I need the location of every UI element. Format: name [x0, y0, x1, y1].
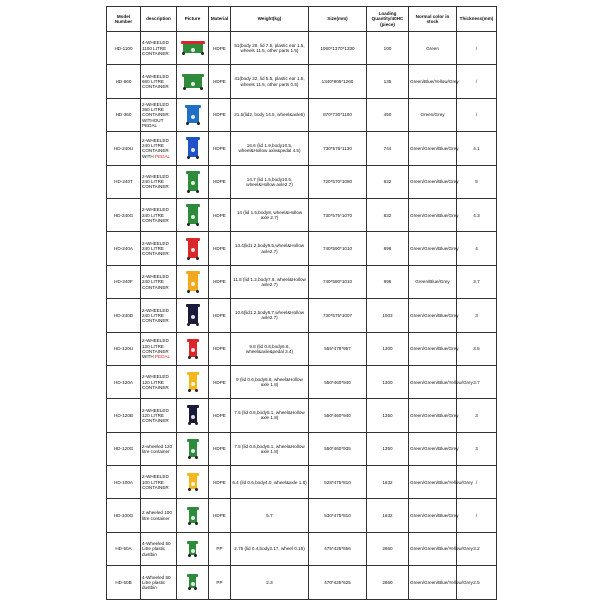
wheel-icon — [188, 456, 191, 459]
bin-body — [189, 442, 197, 457]
thickness-cell: 2.5 — [457, 566, 497, 599]
picture-cell — [177, 98, 209, 131]
wheel-icon — [188, 488, 191, 491]
product-spec-sheet — [106, 6, 496, 600]
material-cell: HDPE — [209, 165, 231, 198]
loading-quantity-cell: 832 — [367, 198, 409, 231]
description-text: 2-WHEELED 240 LITRE CONTAINER — [142, 240, 169, 257]
description-cell — [141, 132, 177, 165]
loading-quantity-cell: 2860 — [367, 566, 409, 599]
wheel-icon — [201, 52, 204, 55]
recycle-logo-icon — [191, 348, 195, 352]
material-cell: HDPE — [209, 132, 231, 165]
wheel-icon — [187, 223, 190, 226]
weight-cell: 21.5(lid2, body 14.5, wheel&axle5) — [231, 98, 309, 131]
description-text: 4-WHEELED 660 LITRE CONTAINER — [142, 73, 169, 90]
recycle-logo-icon — [191, 315, 195, 319]
size-cell: 870*730*1100 — [309, 98, 367, 131]
table-body — [107, 32, 497, 600]
recycle-logo-icon — [191, 449, 195, 453]
wheel-icon — [196, 323, 199, 326]
picture-cell — [177, 332, 209, 365]
table-row — [107, 566, 497, 599]
wheel-icon — [187, 323, 190, 326]
table-row — [107, 532, 497, 565]
model-cell: HD-240F — [107, 265, 141, 298]
table-row — [107, 65, 497, 98]
wheel-icon — [187, 257, 190, 260]
description-text: 2-WHEELED 120 LITRE CONTAINER — [142, 407, 169, 424]
recycle-logo-icon — [191, 48, 195, 52]
size-cell: 740*580*1010 — [309, 265, 367, 298]
loading-quantity-cell: 1632 — [367, 466, 409, 499]
material-cell: HDPE — [209, 232, 231, 265]
description-cell — [141, 65, 177, 98]
model-cell: HD-120A — [107, 365, 141, 398]
size-cell: 470*425*625 — [309, 566, 367, 599]
size-cell: 740*590*1010 — [309, 232, 367, 265]
size-cell: 550*460*940 — [309, 399, 367, 432]
header-row — [107, 7, 497, 32]
picture-cell — [177, 265, 209, 298]
material-cell: HDPE — [209, 466, 231, 499]
wheel-icon — [196, 290, 199, 293]
wheel-icon — [188, 389, 191, 392]
thickness-cell: 4.3 — [457, 198, 497, 231]
model-cell: HD-120U — [107, 332, 141, 365]
description-cell — [141, 566, 177, 599]
description-text: 2-WHEELED 240 LITRE CONTAINER WITH — [142, 137, 169, 159]
description-cell — [141, 232, 177, 265]
description-cell — [141, 432, 177, 465]
loading-quantity-cell: 744 — [367, 132, 409, 165]
weight-cell: 13.4(lid1.2,body9.5,wheel&Hollow axle2.7) — [231, 232, 309, 265]
color-cell: Green/Green/Blue/Grey — [409, 165, 457, 198]
thickness-cell: 3 — [457, 399, 497, 432]
recycle-logo-icon — [191, 82, 195, 86]
recycle-logo-icon — [191, 549, 195, 553]
table-row — [107, 32, 497, 65]
bin-body — [188, 241, 198, 258]
description-text: 2-WHEELED 120 LITRE CONTAINER — [142, 374, 169, 390]
picture-cell — [177, 466, 209, 499]
wheel-icon — [195, 356, 198, 359]
material-cell: HDPE — [209, 198, 231, 231]
size-cell: 1340*805*1260 — [309, 65, 367, 98]
model-cell: HD-100G — [107, 499, 141, 532]
table-row — [107, 165, 497, 198]
model-cell: HD-360 — [107, 98, 141, 131]
size-cell: 530*475*810 — [309, 499, 367, 532]
thickness-cell: / — [457, 65, 497, 98]
color-cell: Green/Green/Blue/Grey — [409, 499, 457, 532]
wheel-icon — [187, 290, 190, 293]
header-thickness: Thickness(mm) — [457, 7, 497, 32]
wheel-icon — [194, 554, 197, 557]
wheel-icon — [195, 522, 198, 525]
color-cell: Green/Green/Blue/Grey — [409, 432, 457, 465]
weight-cell: 2.75 (lid 0.4,body2.17, wheel 0.18) — [231, 532, 309, 565]
description-text: 2-WHEELED 240 LITRE CONTAINER — [142, 307, 169, 323]
wheel-icon — [188, 587, 191, 590]
description-text: 2-WHEELED 240 LITRE CONTAINER — [142, 207, 169, 223]
recycle-logo-icon — [191, 282, 195, 286]
picture-cell — [177, 132, 209, 165]
bin-body — [188, 174, 198, 191]
bin-body — [188, 274, 198, 291]
loading-quantity-cell: 896 — [367, 265, 409, 298]
wheel-icon — [186, 122, 189, 125]
recycle-logo-icon — [191, 415, 195, 419]
loading-quantity-cell: 832 — [367, 165, 409, 198]
color-cell: Green/Grey — [409, 98, 457, 131]
thickness-cell: 3.2 — [457, 532, 497, 565]
picture-cell — [177, 399, 209, 432]
wheel-icon — [188, 554, 191, 557]
loading-quantity-cell: 1300 — [367, 365, 409, 398]
description-cell — [141, 265, 177, 298]
description-text: 2-wheeled 120 litre container — [142, 443, 173, 454]
header-loading-quantity: Loading Quantity/40HC (piece) — [367, 7, 409, 32]
recycle-logo-icon — [191, 248, 195, 252]
picture-cell — [177, 165, 209, 198]
color-cell: Green/Green/Blue/Yellow/Grey — [409, 532, 457, 565]
weight-cell: 9 (lid 0.6,body6.6, wheel&Hollow axle 1.8) — [231, 365, 309, 398]
material-cell: HDPE — [209, 32, 231, 65]
material-cell: HDPE — [209, 98, 231, 131]
loading-quantity-cell: 450 — [367, 98, 409, 131]
picture-cell — [177, 32, 209, 65]
description-text: 4-Wheeled 50 Litre plastic dustbin — [142, 541, 171, 557]
dustbin-image — [188, 372, 198, 392]
loading-quantity-cell: 896 — [367, 232, 409, 265]
bin-body — [188, 307, 198, 324]
dustbin-image — [187, 137, 199, 159]
description-cell — [141, 332, 177, 365]
description-text: 4-WHEELED 1100 LITRE CONTAINER — [142, 40, 169, 56]
wheel-icon — [195, 456, 198, 459]
wheel-icon — [183, 87, 186, 90]
material-cell: PP — [209, 532, 231, 565]
table-row — [107, 399, 497, 432]
loading-quantity-cell: 2860 — [367, 532, 409, 565]
bin-body — [187, 108, 199, 123]
dustbin-image — [183, 74, 203, 90]
weight-cell: 14.7 (lid 1.5,body10.5, wheel&Hollow axle2.7) — [231, 165, 309, 198]
dustbin-image — [188, 541, 197, 557]
recycle-logo-icon — [191, 516, 195, 520]
model-cell: HD-240G — [107, 198, 141, 231]
dustbin-image — [188, 574, 197, 590]
bin-body — [189, 375, 197, 390]
pedal-highlight: PEDAL — [155, 353, 171, 359]
size-cell: 528*475*810 — [309, 466, 367, 499]
bin-body — [183, 44, 203, 53]
wheel-icon — [195, 422, 198, 425]
thickness-cell: / — [457, 499, 497, 532]
description-cell — [141, 532, 177, 565]
color-cell: Green/Green/Blue/Yellow/Grey — [409, 466, 457, 499]
description-cell — [141, 365, 177, 398]
size-cell: 720*570*1080 — [309, 165, 367, 198]
weight-cell: 10.6(lid1.2,body6.7,wheel&Hollow axle2.7) — [231, 299, 309, 332]
size-cell: 1060*1370*1330 — [309, 32, 367, 65]
wheel-icon — [195, 488, 198, 491]
picture-cell — [177, 499, 209, 532]
thickness-cell: 3 — [457, 299, 497, 332]
dustbin-image — [187, 238, 199, 260]
wheel-icon — [195, 389, 198, 392]
color-cell: Green/Green/Blue/Grey — [409, 132, 457, 165]
dustbin-image — [187, 304, 199, 326]
material-cell: HDPE — [209, 499, 231, 532]
thickness-cell: 3 — [457, 432, 497, 465]
weight-cell: 14 (lid 1.5,body8, wheel&Hollow axle 2.7) — [231, 198, 309, 231]
picture-cell — [177, 532, 209, 565]
model-cell: HD-1100 — [107, 32, 141, 65]
description-text: 2 wheeled 100 litre container — [142, 510, 172, 521]
model-cell: HD-660 — [107, 65, 141, 98]
dustbin-image — [187, 171, 199, 193]
wheel-icon — [194, 587, 197, 590]
model-cell: HD-240D — [107, 299, 141, 332]
loading-quantity-cell: 1632 — [367, 499, 409, 532]
picture-cell — [177, 65, 209, 98]
description-cell — [141, 499, 177, 532]
recycle-logo-icon — [191, 181, 195, 185]
description-cell — [141, 399, 177, 432]
table-row — [107, 466, 497, 499]
wheel-icon — [188, 356, 191, 359]
weight-cell: 2.3 — [231, 566, 309, 599]
dustbin-image — [188, 439, 198, 459]
material-cell: HDPE — [209, 432, 231, 465]
model-cell: HD-50A — [107, 532, 141, 565]
header-size: Size(mm) — [309, 7, 367, 32]
bin-body — [189, 510, 197, 523]
model-cell: HD-120G — [107, 432, 141, 465]
weight-cell: 16.6 (lid 1.9,body10.5, wheel&Hollow axle&pedal 4.5) — [231, 132, 309, 165]
description-cell — [141, 98, 177, 131]
color-cell: Green/Green/Blue/Grey — [409, 332, 457, 365]
color-cell: Green/Green/Blue/Yellow/Grey — [409, 566, 457, 599]
description-cell — [141, 32, 177, 65]
bin-body — [189, 408, 197, 423]
thickness-cell: 4.1 — [457, 132, 497, 165]
dustbin-image — [188, 405, 198, 425]
loading-quantity-cell: 135 — [367, 65, 409, 98]
weight-cell: 51(body 29, lid 7.5, plastic ear 1.5, wheels 11.5, other parts 1.5) — [231, 32, 309, 65]
description-text: 2-WHEELED 360 LITRE CONTAINER WITHOUT PEDAL — [142, 101, 169, 128]
header-color: Normal color in stock — [409, 7, 457, 32]
wheel-icon — [187, 156, 190, 159]
dustbin-image — [188, 507, 198, 525]
description-text: 2-WHEELED 240 LITRE CONTAINER — [142, 173, 169, 190]
material-cell: HDPE — [209, 332, 231, 365]
loading-quantity-cell: 1003 — [367, 299, 409, 332]
thickness-cell: / — [457, 98, 497, 131]
wheel-icon — [196, 257, 199, 260]
table-row — [107, 265, 497, 298]
bin-body — [188, 140, 198, 157]
wheel-icon — [188, 522, 191, 525]
material-cell: HDPE — [209, 265, 231, 298]
model-cell: HD-50B — [107, 566, 141, 599]
picture-cell — [177, 432, 209, 465]
weight-cell: 6.4 (lid 0.6,body4.0, wheel&axle 1.8) — [231, 466, 309, 499]
dustbin-image — [188, 339, 198, 359]
wheel-icon — [196, 223, 199, 226]
table-row — [107, 499, 497, 532]
spec-table — [106, 6, 497, 600]
size-cell: 475*425*656 — [309, 532, 367, 565]
material-cell: HDPE — [209, 299, 231, 332]
wheel-icon — [187, 190, 190, 193]
recycle-logo-icon — [191, 148, 195, 152]
thickness-cell: 3.7 — [457, 265, 497, 298]
description-text: 2-WHEELED 240 LITRE CONTAINER — [142, 274, 169, 290]
wheel-icon — [196, 190, 199, 193]
table-row — [107, 365, 497, 398]
color-cell: Green/Green/Blue/Grey — [409, 232, 457, 265]
table-row — [107, 232, 497, 265]
description-cell — [141, 466, 177, 499]
header-description: description — [141, 7, 177, 32]
material-cell: HDPE — [209, 399, 231, 432]
color-cell: Green/Green/Blue/Grey — [409, 198, 457, 231]
weight-cell: 41(body 22, lid 5.5, plastic ear 1.5, wheels 11.5, other parts 0.5) — [231, 65, 309, 98]
dustbin-image — [188, 473, 198, 491]
description-cell — [141, 198, 177, 231]
loading-quantity-cell: 1350 — [367, 432, 409, 465]
color-cell: Green/Green/Blue/Yellow/Grey — [409, 365, 457, 398]
picture-cell — [177, 365, 209, 398]
picture-cell — [177, 566, 209, 599]
size-cell: 730*575*1130 — [309, 132, 367, 165]
thickness-cell: / — [457, 32, 497, 65]
thickness-cell: / — [457, 466, 497, 499]
picture-cell — [177, 232, 209, 265]
picture-cell — [177, 198, 209, 231]
description-cell — [141, 299, 177, 332]
size-cell: 730*575*1070 — [309, 198, 367, 231]
weight-cell: 5.7 — [231, 499, 309, 532]
model-cell: HD-100A — [107, 466, 141, 499]
size-cell: 550*460*940 — [309, 365, 367, 398]
recycle-logo-icon — [191, 482, 195, 486]
wheel-icon — [188, 422, 191, 425]
description-text: 2-WHEELED 120 LITRE CONTAINER WITH — [142, 338, 169, 359]
table-row — [107, 198, 497, 231]
material-cell: HDPE — [209, 65, 231, 98]
header-picture: Picture — [177, 7, 209, 32]
color-cell: Green/Blue/Yellow/Grey — [409, 65, 457, 98]
dustbin-image — [186, 105, 200, 125]
model-cell: HD-240T — [107, 165, 141, 198]
table-row — [107, 132, 497, 165]
picture-cell — [177, 299, 209, 332]
table-row — [107, 299, 497, 332]
wheel-icon — [200, 87, 203, 90]
material-cell: HDPE — [209, 365, 231, 398]
pedal-highlight: PEDAL — [155, 153, 171, 159]
table-row — [107, 332, 497, 365]
wheel-icon — [196, 156, 199, 159]
weight-cell: 11.5 (lid 1.2,body7.6, wheel&Hollow axle2.7) — [231, 265, 309, 298]
bin-body — [189, 342, 197, 357]
header-model: Model Number — [107, 7, 141, 32]
recycle-logo-icon — [191, 215, 195, 219]
size-cell: 555*478*957 — [309, 332, 367, 365]
recycle-logo-icon — [191, 382, 195, 386]
weight-cell: 9.8 (lid 0.8,body6.6, wheel&axle&pedal 3.4) — [231, 332, 309, 365]
color-cell: Green/Blue/Grey — [409, 265, 457, 298]
weight-cell: 7.5 (lid 0.6,body5.1, wheel&Hollow axle 1.8) — [231, 399, 309, 432]
recycle-logo-icon — [191, 582, 195, 586]
dustbin-image — [187, 204, 199, 226]
thickness-cell: 3.5 — [457, 332, 497, 365]
weight-cell: 7.5 (lid 0.6,body5.1, wheel&Hollow axle 1.8) — [231, 432, 309, 465]
loading-quantity-cell: 100 — [367, 32, 409, 65]
thickness-cell: 3.7 — [457, 365, 497, 398]
dustbin-image — [182, 41, 204, 55]
color-cell: Green — [409, 32, 457, 65]
bin-body — [184, 77, 202, 88]
material-cell: PP — [209, 566, 231, 599]
table-row — [107, 98, 497, 131]
header-weight: Weight(kg) — [231, 7, 309, 32]
thickness-cell: 4 — [457, 232, 497, 265]
description-text: 2-WHEELED 100 LITRE CONTAINER — [142, 474, 169, 490]
recycle-logo-icon — [191, 115, 195, 119]
loading-quantity-cell: 1300 — [367, 332, 409, 365]
model-cell: HD-240A — [107, 232, 141, 265]
header-material: Material — [209, 7, 231, 32]
model-cell: HD-240U — [107, 132, 141, 165]
size-cell: 550*460*935 — [309, 432, 367, 465]
bin-body — [188, 207, 198, 224]
size-cell: 730*575*1007 — [309, 299, 367, 332]
wheel-icon — [197, 122, 200, 125]
color-cell: Green/Green/Blue/Grey — [409, 399, 457, 432]
description-cell — [141, 165, 177, 198]
table-row — [107, 432, 497, 465]
model-cell: HD-120B — [107, 399, 141, 432]
description-text: 4-Wheeled 50 Litre plastic dustbin — [142, 574, 171, 591]
thickness-cell: 5 — [457, 165, 497, 198]
wheel-icon — [182, 52, 185, 55]
dustbin-image — [187, 271, 199, 293]
color-cell: Green/Green/Blue/Grey — [409, 299, 457, 332]
loading-quantity-cell: 1350 — [367, 399, 409, 432]
